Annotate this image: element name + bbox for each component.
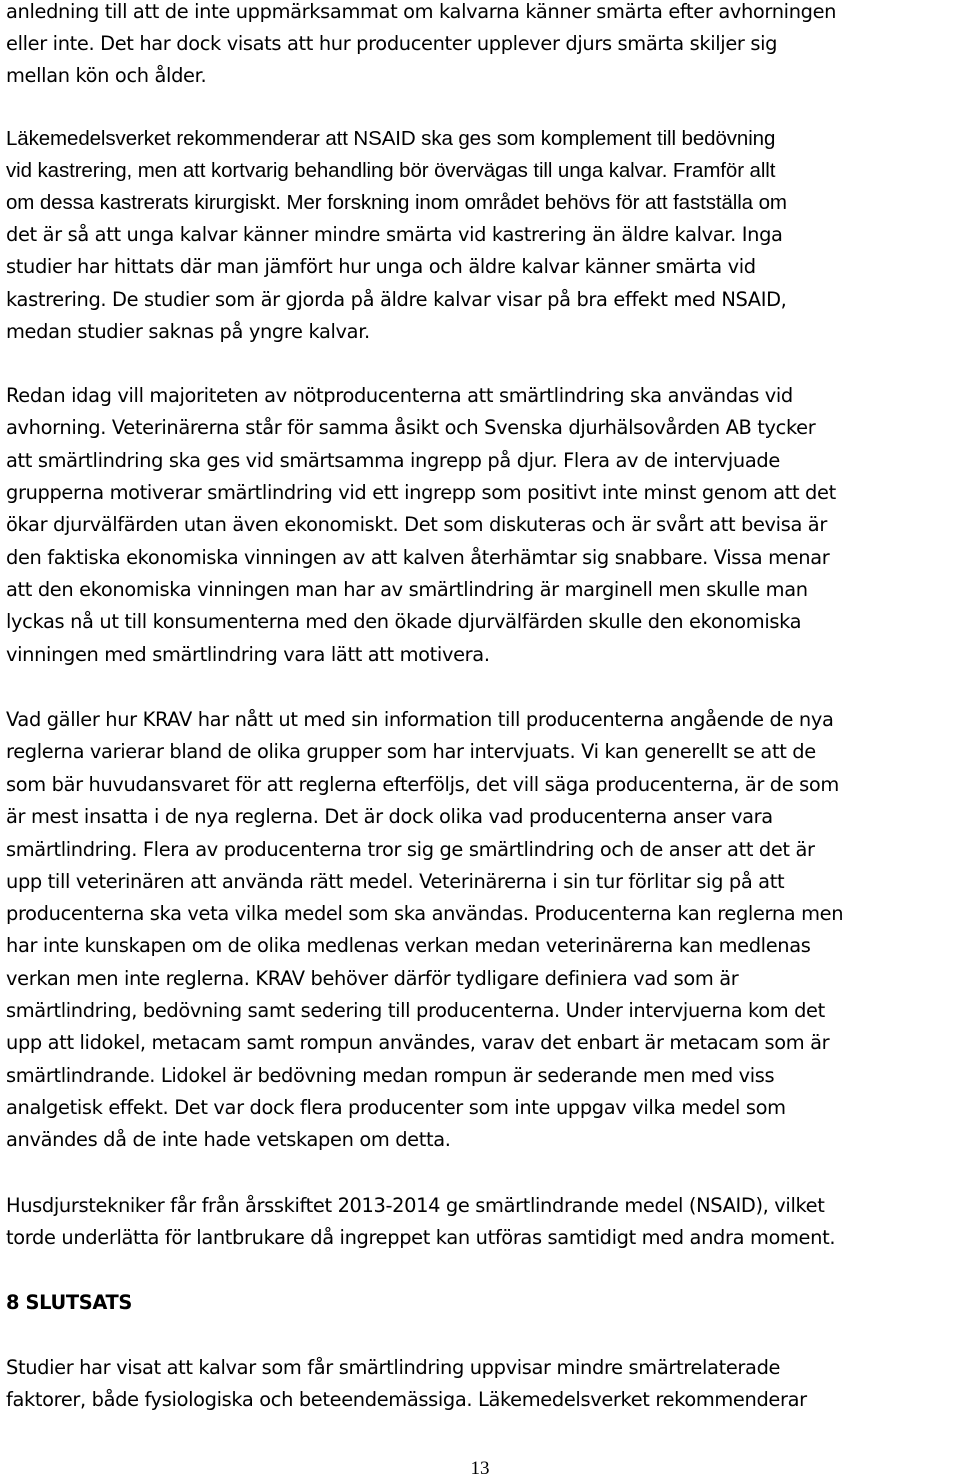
text-line: har inte kunskapen om de olika medlenas verkan medan veterinärerna kan medlenas [6, 934, 811, 957]
section-heading: 8 SLUTSATS [6, 1291, 133, 1314]
text-line: det är så att unga kalvar känner mindre smärta vid kastrering än äldre kalvar. Inga [6, 223, 783, 246]
text-line: Vad gäller hur KRAV har nått ut med sin information till producenterna angående de nya [6, 708, 834, 731]
text-line: medan studier saknas på yngre kalvar. [6, 320, 370, 343]
text-line: upp till veterinären att använda rätt medel. Veterinärerna i sin tur förlitar sig på att [6, 870, 785, 893]
text-line: den faktiska ekonomiska vinningen av att kalven återhämtar sig snabbare. Vissa menar [6, 546, 830, 569]
text-line: är mest insatta i de nya reglerna. Det är dock olika vad producenterna anser vara [6, 805, 773, 828]
text-line: som bär huvudansvaret för att reglerna efterföljs, det vill säga producenterna, är de som [6, 773, 839, 796]
text-line: analgetisk effekt. Det var dock flera producenter som inte uppgav vilka medel som [6, 1096, 786, 1119]
text-line: om dessa kastrerats kirurgiskt. Mer forskning inom området behövs för att fastställa om [6, 191, 787, 214]
text-line: Läkemedelsverket rekommenderar att NSAID ska ges som komplement till bedövning [6, 127, 776, 150]
text-line: reglerna varierar bland de olika grupper som har intervjuats. Vi kan generellt se att de [6, 740, 816, 763]
text-line: vid kastrering, men att kortvarig behandling bör övervägas till unga kalvar. Framför allt [6, 159, 776, 182]
text-line: att den ekonomiska vinningen man har av smärtlindring är marginell men skulle man [6, 578, 808, 601]
text-line: avhorning. Veterinärerna står för samma åsikt och Svenska djurhälsovården AB tycker [6, 416, 816, 439]
text-line: smärtlindrande. Lidokel är bedövning medan rompun är sederande men med viss [6, 1064, 775, 1087]
text-line: producenterna ska veta vilka medel som ska användas. Producenterna kan reglerna men [6, 902, 844, 925]
text-line: smärtlindring. Flera av producenterna tror sig ge smärtlindring och de anser att det är [6, 838, 815, 861]
text-line: mellan kön och ålder. [6, 64, 207, 87]
text-line: eller inte. Det har dock visats att hur producenter upplever djurs smärta skiljer sig [6, 32, 778, 55]
text-line: grupperna motiverar smärtlindring vid ett ingrepp som positivt inte minst genom att det [6, 481, 836, 504]
text-line: Redan idag vill majoriteten av nötproducenterna att smärtlindring ska användas vid [6, 384, 793, 407]
text-line: upp att lidokel, metacam samt rompun användes, varav det enbart är metacam som är [6, 1031, 830, 1054]
page-number: 13 [470, 1458, 490, 1479]
text-line: faktorer, både fysiologiska och beteendemässiga. Läkemedelsverket rekommenderar [6, 1388, 807, 1411]
text-line: studier har hittats där man jämfört hur unga och äldre kalvar känner smärta vid [6, 255, 756, 278]
text-line: ökar djurvälfärden utan även ekonomiskt. Det som diskuteras och är svårt att bevisa är [6, 513, 827, 536]
text-line: att smärtlindring ska ges vid smärtsamma ingrepp på djur. Flera av de intervjuade [6, 449, 780, 472]
text-line: Studier har visat att kalvar som får smärtlindring uppvisar mindre smärtrelaterade [6, 1356, 781, 1379]
text-line: Husdjurstekniker får från årsskiftet 2013-2014 ge smärtlindrande medel (NSAID), vilket [6, 1194, 825, 1217]
text-line: verkan men inte reglerna. KRAV behöver därför tydligare definiera vad som är [6, 967, 739, 990]
text-line: torde underlätta för lantbrukare då ingreppet kan utföras samtidigt med andra moment. [6, 1226, 836, 1249]
text-line: vinningen med smärtlindring vara lätt att motivera. [6, 643, 490, 666]
text-line: smärtlindring, bedövning samt sedering till producenterna. Under intervjuerna kom det [6, 999, 825, 1022]
text-line: anledning till att de inte uppmärksammat om kalvarna känner smärta efter avhorningen [6, 0, 837, 23]
text-line: kastrering. De studier som är gjorda på äldre kalvar visar på bra effekt med NSAID, [6, 288, 787, 311]
text-line: lyckas nå ut till konsumenterna med den ökade djurvälfärden skulle den ekonomiska [6, 610, 802, 633]
text-line: användes då de inte hade vetskapen om detta. [6, 1128, 451, 1151]
